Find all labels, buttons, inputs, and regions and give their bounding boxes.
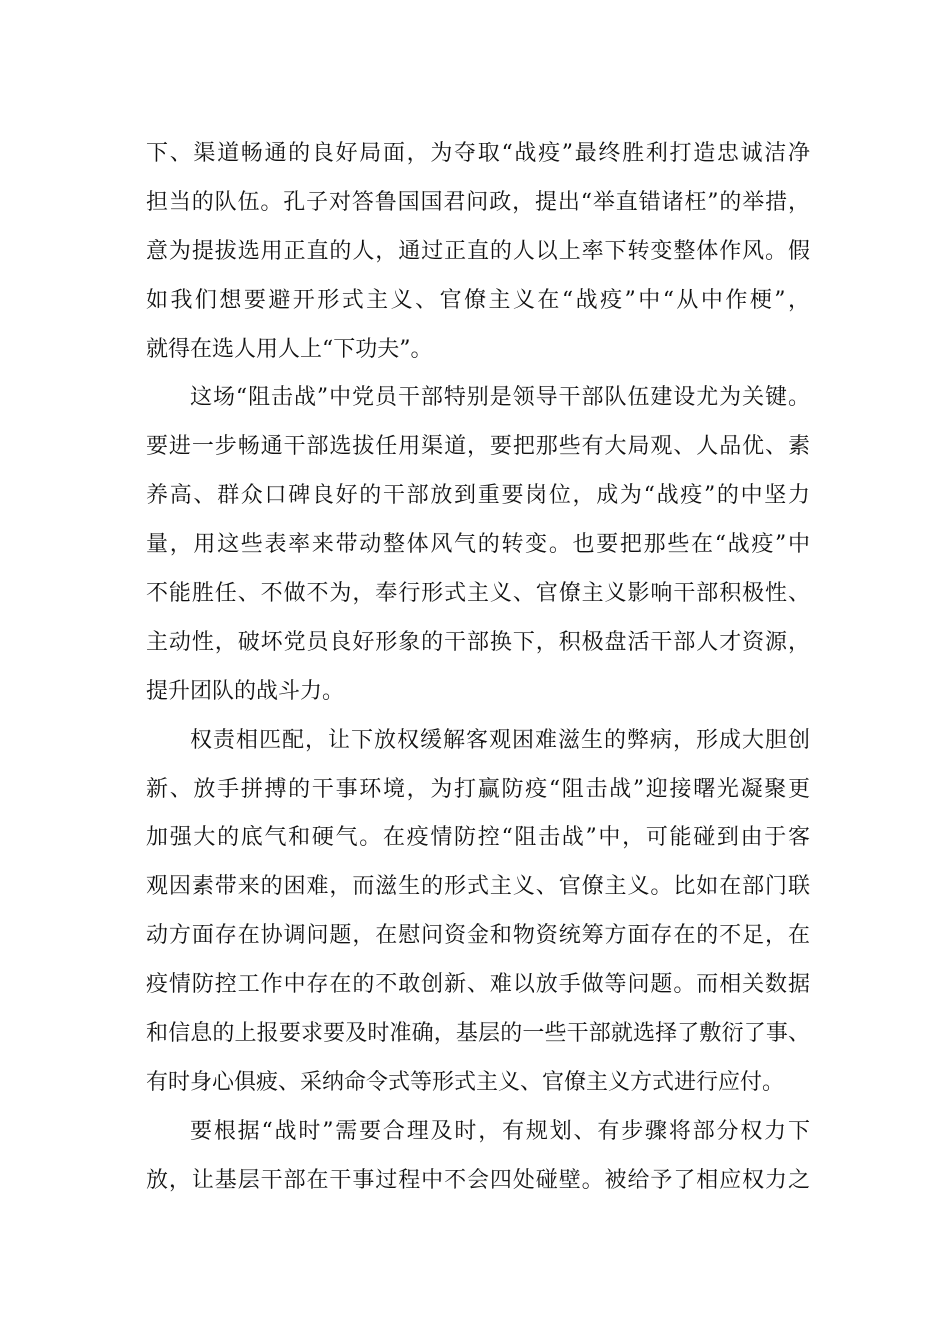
text-line: 下、渠道畅通的良好局面，为夺取“战疫”最终胜利打造忠诚洁净 — [146, 141, 810, 166]
text-line: 量，用这些表率来带动整体风气的转变。也要把那些在“战疫”中 — [146, 532, 810, 558]
text-line: 动方面存在协调问题，在慰问资金和物资统筹方面存在的不足，在 — [146, 923, 810, 949]
text-line: 放，让基层干部在干事过程中不会四处碰壁。被给予了相应权力之 — [146, 1167, 810, 1193]
text-line: 加强大的底气和硬气。在疫情防控“阻击战”中，可能碰到由于客 — [146, 825, 810, 851]
text-line: 意为提拔选用正直的人，通过正直的人以上率下转变整体作风。假 — [146, 238, 810, 264]
text-line: 主动性，破坏党员良好形象的干部换下，积极盘活干部人才资源， — [146, 629, 810, 655]
text-line: 就得在选人用人上“下功夫”。 — [146, 336, 433, 362]
text-line: 和信息的上报要求要及时准确，基层的一些干部就选择了敷衍了事、 — [146, 1021, 810, 1047]
text-line: 如我们想要避开形式主义、官僚主义在“战疫”中“从中作梗”， — [146, 287, 810, 313]
text-line: 提升团队的战斗力。 — [146, 678, 345, 704]
text-line: 观因素带来的困难，而滋生的形式主义、官僚主义。比如在部门联 — [146, 874, 810, 900]
text-line: 不能胜任、不做不为，奉行形式主义、官僚主义影响干部积极性、 — [146, 581, 810, 607]
body-text — [146, 130, 810, 1206]
text-line: 这场“阻击战”中党员干部特别是领导干部队伍建设尤为关键。 — [190, 385, 810, 411]
text-line: 养高、群众口碑良好的干部放到重要岗位，成为“战疫”的中坚力 — [146, 483, 810, 509]
text-line: 担当的队伍。孔子对答鲁国国君问政，提出“举直错诸枉”的举措， — [146, 189, 810, 215]
text-line: 要根据“战时”需要合理及时，有规划、有步骤将部分权力下 — [190, 1118, 810, 1144]
text-line: 疫情防控工作中存在的不敢创新、难以放手做等问题。而相关数据 — [146, 972, 810, 998]
text-line: 要进一步畅通干部选拔任用渠道，要把那些有大局观、人品优、素 — [146, 434, 810, 460]
text-line: 权责相匹配，让下放权缓解客观困难滋生的弊病，形成大胆创 — [190, 727, 810, 753]
text-line: 新、放手拼搏的干事环境，为打赢防疫“阻击战”迎接曙光凝聚更 — [146, 776, 810, 802]
text-line: 有时身心俱疲、采纳命令式等形式主义、官僚主义方式进行应付。 — [146, 1069, 785, 1095]
